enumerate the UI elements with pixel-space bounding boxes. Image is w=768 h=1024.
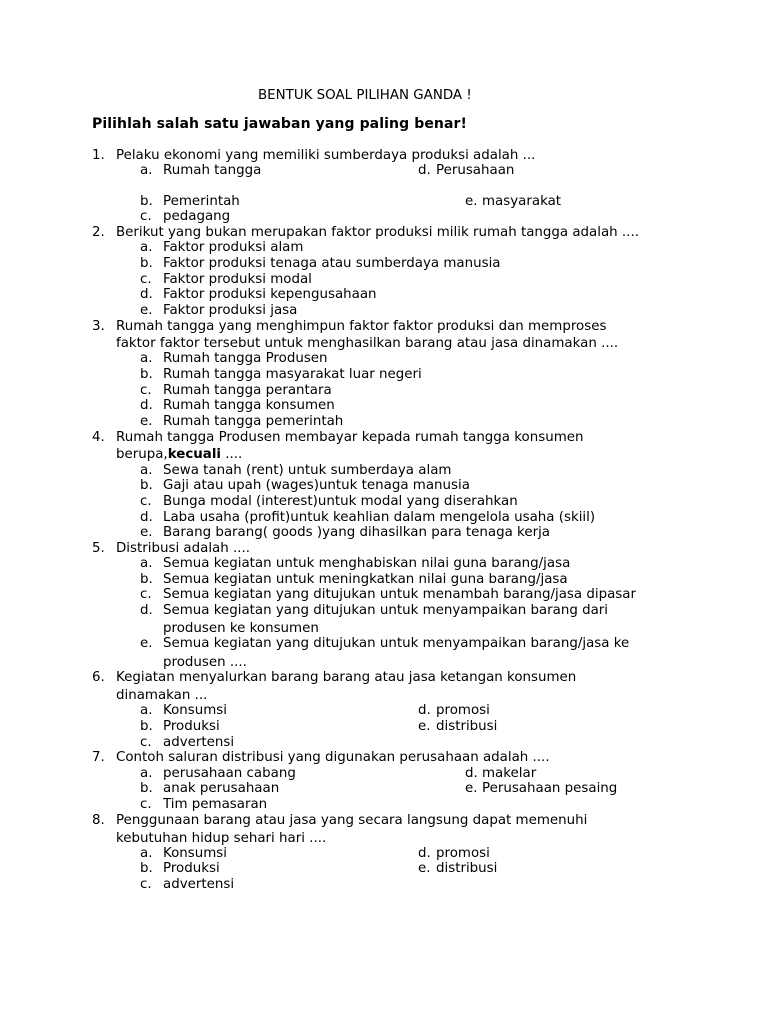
option-letter: e. bbox=[418, 719, 431, 734]
option-text: Rumah tangga masyarakat luar negeri bbox=[163, 367, 422, 382]
question-text: Berikut yang bukan merupakan faktor produksi milik rumah tangga adalah .... bbox=[116, 225, 639, 240]
page-title: BENTUK SOAL PILIHAN GANDA ! bbox=[258, 88, 472, 103]
option-letter: a. bbox=[140, 556, 153, 571]
option-letter: a. bbox=[140, 351, 153, 366]
option-letter: d. bbox=[465, 766, 478, 781]
option-text: Faktor produksi alam bbox=[163, 240, 304, 255]
option-letter: e. bbox=[418, 861, 431, 876]
option-text: Faktor produksi jasa bbox=[163, 303, 298, 318]
question-number: 3. bbox=[92, 319, 105, 334]
question-number: 4. bbox=[92, 430, 105, 445]
question-text-continued bbox=[116, 447, 242, 463]
option-text-continued: produsen ke konsumen bbox=[163, 621, 319, 636]
option-letter: c. bbox=[140, 587, 152, 602]
option-text: Rumah tangga Produsen bbox=[163, 351, 328, 366]
question-text-continued: dinamakan ... bbox=[116, 688, 208, 703]
option-letter: c. bbox=[140, 383, 152, 398]
question-text: Distribusi adalah .... bbox=[116, 541, 251, 556]
option-text: Semua kegiatan untuk menghabiskan nilai guna barang/jasa bbox=[163, 556, 571, 571]
option-text: Semua kegiatan yang ditujukan untuk menambah barang/jasa dipasar bbox=[163, 587, 636, 602]
option-text: Barang barang( goods )yang dihasilkan para tenaga kerja bbox=[163, 525, 551, 540]
option-letter: b. bbox=[140, 781, 153, 796]
option-text-continued: produsen .... bbox=[163, 655, 247, 670]
option-text: Perusahaan pesaing bbox=[482, 781, 618, 796]
option-text: Produksi bbox=[163, 719, 220, 734]
question-number: 8. bbox=[92, 813, 105, 828]
question-text: Penggunaan barang atau jasa yang secara langsung dapat memenuhi bbox=[116, 813, 588, 828]
option-text: pedagang bbox=[163, 209, 231, 224]
option-letter: a. bbox=[140, 240, 153, 255]
instruction: Pilihlah salah satu jawaban yang paling benar! bbox=[92, 116, 468, 132]
option-text: advertensi bbox=[163, 877, 235, 892]
option-letter: e. bbox=[465, 194, 478, 209]
option-letter: d. bbox=[418, 846, 431, 861]
option-text: masyarakat bbox=[482, 194, 562, 209]
question-text-pre: berupa, bbox=[116, 447, 168, 462]
option-letter: b. bbox=[140, 478, 153, 493]
question-number: 2. bbox=[92, 225, 105, 240]
option-letter: c. bbox=[140, 877, 152, 892]
option-letter: c. bbox=[140, 735, 152, 750]
question-number: 7. bbox=[92, 750, 105, 765]
option-text: Rumah tangga konsumen bbox=[163, 398, 335, 413]
option-letter: b. bbox=[140, 256, 153, 271]
option-letter: b. bbox=[140, 572, 153, 587]
option-letter: e. bbox=[140, 525, 153, 540]
option-letter: b. bbox=[140, 194, 153, 209]
option-text: Faktor produksi kepengusahaan bbox=[163, 287, 377, 302]
option-letter: d. bbox=[140, 603, 153, 618]
option-text: Rumah tangga pemerintah bbox=[163, 414, 344, 429]
option-letter: d. bbox=[140, 510, 153, 525]
option-letter: c. bbox=[140, 209, 152, 224]
option-text: Semua kegiatan yang ditujukan untuk menyampaikan barang/jasa ke bbox=[163, 636, 630, 651]
option-letter: e. bbox=[140, 636, 153, 651]
option-letter: a. bbox=[140, 463, 153, 478]
option-text: Produksi bbox=[163, 861, 220, 876]
option-text: Gaji atau upah (wages)untuk tenaga manusia bbox=[163, 478, 470, 493]
question-text: Pelaku ekonomi yang memiliki sumberdaya produksi adalah ... bbox=[116, 148, 536, 163]
question-text: Rumah tangga yang menghimpun faktor faktor produksi dan memproses bbox=[116, 319, 607, 334]
option-letter: d. bbox=[140, 287, 153, 302]
emphasis-kecuali: kecuali bbox=[167, 447, 222, 462]
question-number: 5. bbox=[92, 541, 105, 556]
option-letter: c. bbox=[140, 797, 152, 812]
option-letter: d. bbox=[140, 398, 153, 413]
option-text: Tim pemasaran bbox=[163, 797, 268, 812]
option-letter: a. bbox=[140, 846, 153, 861]
option-text: Sewa tanah (rent) untuk sumberdaya alam bbox=[163, 463, 452, 478]
option-letter: d. bbox=[418, 163, 431, 178]
option-letter: c. bbox=[140, 494, 152, 509]
option-text: promosi bbox=[436, 846, 490, 861]
option-text: Bunga modal (interest)untuk modal yang diserahkan bbox=[163, 494, 518, 509]
option-text: Faktor produksi modal bbox=[163, 272, 312, 287]
option-text: Laba usaha (profit)untuk keahlian dalam mengelola usaha (skiil) bbox=[163, 510, 596, 525]
option-text: Faktor produksi tenaga atau sumberdaya manusia bbox=[163, 256, 501, 271]
option-text: distribusi bbox=[436, 719, 498, 734]
question-text-post: .... bbox=[221, 447, 243, 462]
option-letter: b. bbox=[140, 367, 153, 382]
option-text: Semua kegiatan untuk meningkatkan nilai guna barang/jasa bbox=[163, 572, 568, 587]
option-text: promosi bbox=[436, 703, 490, 718]
option-letter: e. bbox=[140, 414, 153, 429]
option-text: perusahaan cabang bbox=[163, 766, 296, 781]
option-letter: b. bbox=[140, 861, 153, 876]
option-letter: e. bbox=[465, 781, 478, 796]
option-text: advertensi bbox=[163, 735, 235, 750]
option-text: Perusahaan bbox=[436, 163, 515, 178]
question-text: Kegiatan menyalurkan barang barang atau jasa ketangan konsumen bbox=[116, 670, 577, 685]
question-number: 1. bbox=[92, 148, 105, 163]
option-letter: c. bbox=[140, 272, 152, 287]
option-text: distribusi bbox=[436, 861, 498, 876]
question-text: Contoh saluran distribusi yang digunakan perusahaan adalah .... bbox=[116, 750, 550, 765]
option-letter: a. bbox=[140, 163, 153, 178]
option-letter: d. bbox=[418, 703, 431, 718]
question-text-continued: kebutuhan hidup sehari hari .... bbox=[116, 831, 327, 846]
option-text: Rumah tangga perantara bbox=[163, 383, 332, 398]
option-text: Konsumsi bbox=[163, 703, 227, 718]
option-letter: a. bbox=[140, 766, 153, 781]
option-text: Rumah tangga bbox=[163, 163, 262, 178]
option-text: Semua kegiatan yang ditujukan untuk menyampaikan barang dari bbox=[163, 603, 609, 618]
option-letter: b. bbox=[140, 719, 153, 734]
option-text: Konsumsi bbox=[163, 846, 227, 861]
option-text: Pemerintah bbox=[163, 194, 240, 209]
option-letter: e. bbox=[140, 303, 153, 318]
option-letter: a. bbox=[140, 703, 153, 718]
option-text: makelar bbox=[482, 766, 537, 781]
option-text: anak perusahaan bbox=[163, 781, 280, 796]
question-text: Rumah tangga Produsen membayar kepada rumah tangga konsumen bbox=[116, 430, 584, 445]
question-number: 6. bbox=[92, 670, 105, 685]
question-text-continued: faktor faktor tersebut untuk menghasilkan barang atau jasa dinamakan .... bbox=[116, 336, 619, 351]
